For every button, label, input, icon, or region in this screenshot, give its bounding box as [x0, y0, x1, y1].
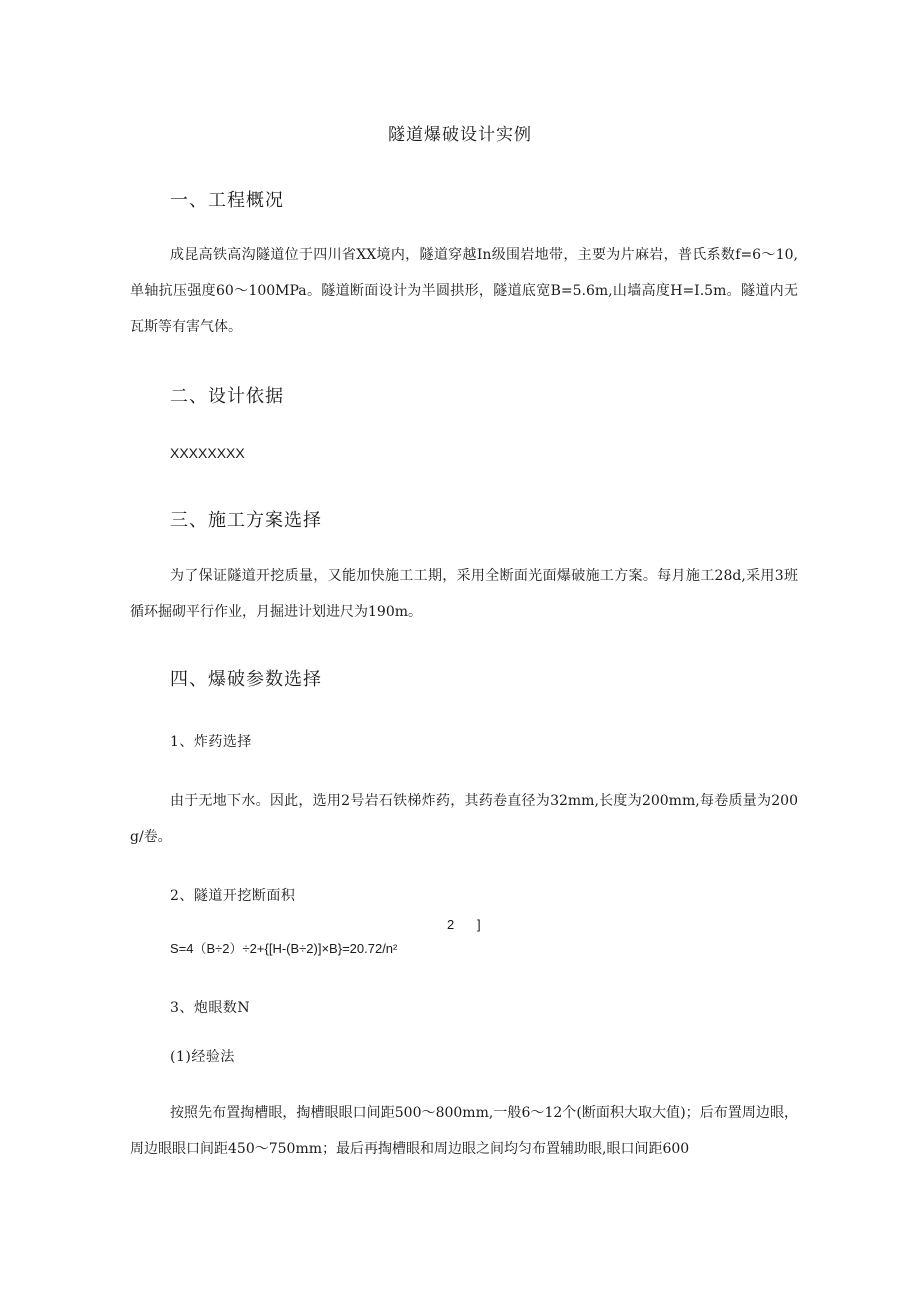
formula-superscript-a: 2: [447, 917, 455, 932]
paragraph-overview: 成昆高铁高沟隧道位于四川省XX境内，隧道穿越In级围岩地带，主要为片麻岩，普氏系数f=6～10,单轴抗压强度60～100MPa。隧道断面设计为半圆拱形，隧道底宽B=5.6m,山墙高度H=I.5m。隧道内无瓦斯等有害气体。: [130, 247, 798, 335]
area-formula: S=4（B÷2）÷2+{[H-(B÷2)]×B}=20.72/n²: [170, 941, 398, 956]
subsection-heading-holes: 3、炮眼数N: [170, 1000, 251, 1016]
document-title: 隧道爆破设计实例: [388, 125, 532, 145]
subsection-heading-explosive: 1、炸药选择: [170, 734, 252, 750]
subsection-heading-area: 2、隧道开挖断面积: [170, 888, 296, 904]
method-heading-empirical: (1)经验法: [170, 1049, 235, 1065]
section-heading-overview: 一、工程概况: [170, 190, 284, 211]
formula-superscript-b: ]: [477, 917, 481, 932]
paragraph-plan: 为了保证隧道开挖质量，又能加快施工工期，采用全断面光面爆破施工方案。每月施工28d,采用3班循环掘砌平行作业，月掘进计划进尺为190m。: [130, 568, 798, 620]
section-heading-parameters: 四、爆破参数选择: [170, 669, 322, 690]
paragraph-basis: XXXXXXXX: [170, 445, 245, 461]
section-heading-plan: 三、施工方案选择: [170, 510, 322, 531]
paragraph-explosive: 由于无地下水。因此，选用2号岩石铁梯炸药，其药卷直径为32mm,长度为200mm,每卷质量为200g/卷。: [130, 793, 798, 845]
paragraph-empirical: 按照先布置掏槽眼，掏槽眼眼口间距500～800mm,一般6～12个(断面积大取大值)；后布置周边眼，周边眼眼口间距450～750mm；最后再掏槽眼和周边眼之间均匀布置辅助眼,眼口间距600: [130, 1105, 798, 1157]
section-heading-basis: 二、设计依据: [170, 386, 284, 407]
